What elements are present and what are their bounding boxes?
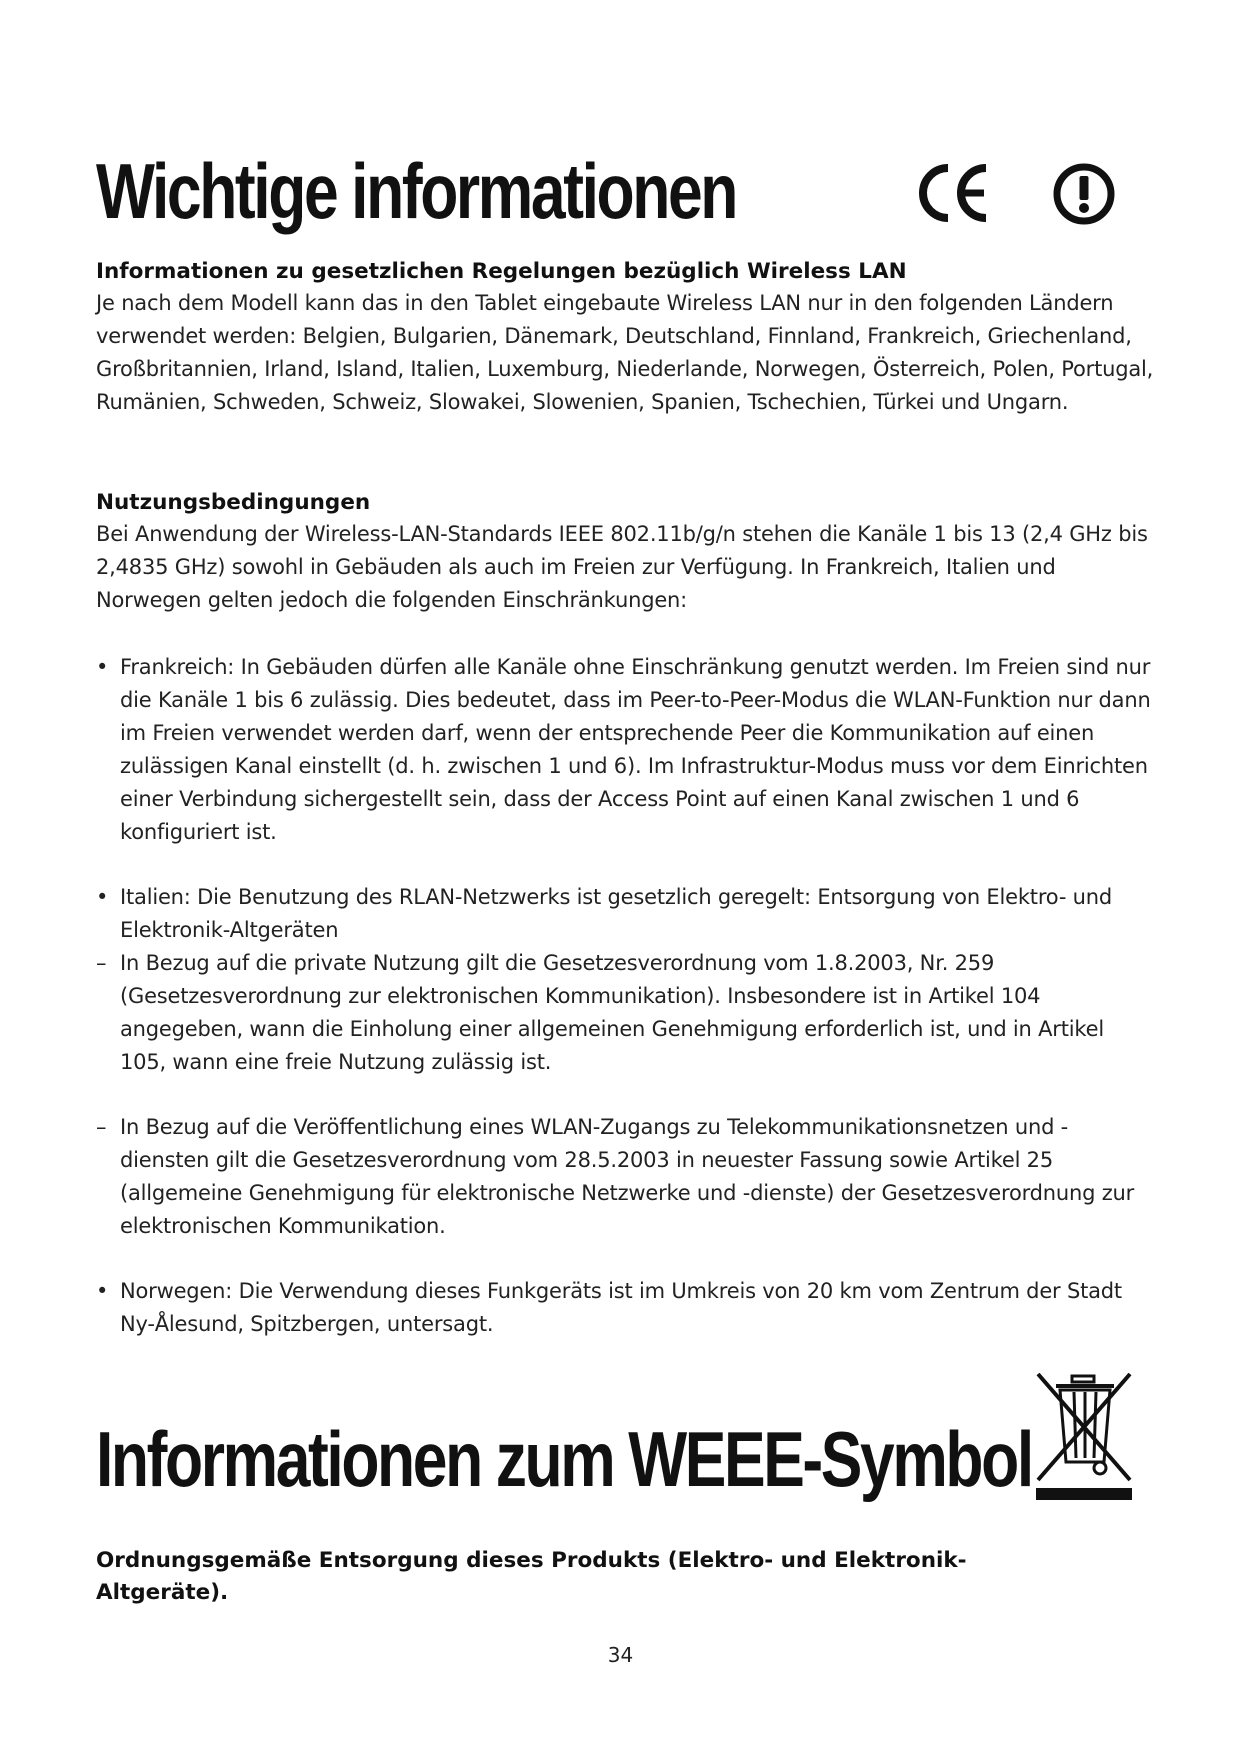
list-item-text: Norwegen: Die Verwendung dieses Funkgeräts ist im Umkreis von 20 km vom Zentrum der Stadt Ny-Ålesund, Spitzbergen, untersagt. <box>120 1279 1122 1336</box>
list-item-text: In Bezug auf die private Nutzung gilt die Gesetzesverordnung vom 1.8.2003, Nr. 259 (Gesetzesverordnung zur elektronischen Kommunikation). Insbesondere ist in Artikel 104 angegeben, wann die Einholung einer allgemeinen Genehmigung erforderlich ist, und in Artikel 105, wann eine freie Nutzung zulässig ist. <box>120 951 1104 1074</box>
section-heading-wlan: Informationen zu gesetzlichen Regelungen bezüglich Wireless LAN <box>96 259 907 284</box>
bullet-marker: • <box>96 885 109 909</box>
list-item-frankreich <box>96 651 1156 849</box>
page-number: 34 <box>607 1643 634 1667</box>
bullet-marker: • <box>96 655 109 679</box>
wlan-paragraph: Je nach dem Modell kann das in den Tablet eingebaute Wireless LAN nur in den folgenden Ländern verwendet werden: Belgien, Bulgarien, Dänemark, Deutschland, Finnland, Frankreich, Griechenland, Großbritannien, Irland, Island, Italien, Luxemburg, Niederlande, Norwegen, Österreich, Polen, Portugal, Rumänien, Schweden, Schweiz, Slowakei, Slowenien, Spanien, Tschechien, Türkei und Ungarn. <box>96 291 1154 414</box>
crossed-out-wheelie-bin-icon <box>1034 1370 1134 1505</box>
dash-marker: – <box>96 1115 107 1139</box>
usage-section <box>96 488 1156 617</box>
section-heading-nutzungsbedingungen: Nutzungsbedingungen <box>96 490 371 515</box>
exclamation-circle-icon <box>1052 162 1116 226</box>
usage-paragraph: Bei Anwendung der Wireless-LAN-Standards IEEE 802.11b/g/n stehen die Kanäle 1 bis 13 (2,4 GHz bis 2,4835 GHz) sowohl in Gebäuden als auch im Freien zur Verfügung. In Frankreich, Italien und Norwegen gelten jedoch die folgenden Einschränkungen: <box>96 522 1148 612</box>
bullet-marker: • <box>96 1279 109 1303</box>
ce-mark-icon <box>914 160 1038 226</box>
wlan-section <box>96 257 1156 419</box>
list-item-italien <box>96 881 1156 947</box>
list-item-text: Frankreich: In Gebäuden dürfen alle Kanäle ohne Einschränkung genutzt werden. Im Freien sind nur die Kanäle 1 bis 6 zulässig. Dies bedeutet, dass im Peer-to-Peer-Modus die WLAN-Funktion nur dann im Freien verwendet werden darf, wenn der entsprechende Peer die Kommunikation auf einen zulässigen Kanal einstellt (d. h. zwischen 1 und 6). Im Infrastruktur-Modus muss vor dem Einrichten einer Verbindung sichergestellt sein, dass der Access Point auf einen Kanal zwischen 1 und 6 konfiguriert ist. <box>120 655 1151 844</box>
weee-subtitle-block <box>96 1545 1056 1609</box>
weee-subtitle: Ordnungsgemäße Entsorgung dieses Produkts (Elektro- und Elektronik-Altgeräte). <box>96 1548 967 1605</box>
list-item-norwegen <box>96 1275 1156 1341</box>
list-item-private-nutzung <box>96 947 1156 1079</box>
list-item-text: In Bezug auf die Veröffentlichung eines WLAN-Zugangs zu Telekommunikationsnetzen und -diensten gilt die Gesetzesverordnung vom 28.5.2003 in neuester Fassung sowie Artikel 25 (allgemeine Genehmigung für elektronische Netzwerke und -dienste) der Gesetzesverordnung zur elektronischen Kommunikation. <box>120 1115 1135 1238</box>
list-item-wlan-zugang <box>96 1111 1156 1243</box>
list-item-text: Italien: Die Benutzung des RLAN-Netzwerks ist gesetzlich geregelt: Entsorgung von Elektro- und Elektronik-Altgeräten <box>120 885 1113 942</box>
section-title-weee: Informationen zum WEEE-Symbol <box>96 1415 1032 1503</box>
page-title-wichtige-informationen: Wichtige informationen <box>96 147 736 235</box>
dash-marker: – <box>96 951 107 975</box>
